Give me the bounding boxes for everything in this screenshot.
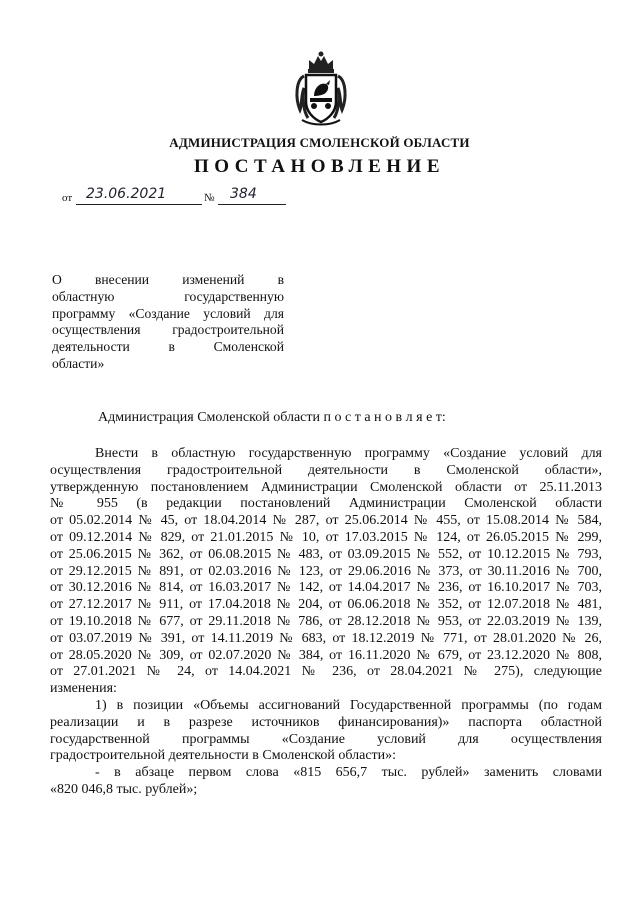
body-line: от 30.12.2016 № 814, от 16.03.2017 № 142, от 14.04.2017 № 236, от 16.10.2017 № 703, xyxy=(50,580,602,596)
body-line: от 29.12.2015 № 891, от 02.03.2016 № 123, от 29.06.2016 № 373, от 30.11.2016 № 700, xyxy=(50,563,602,579)
body-line: от 09.12.2014 № 829, от 21.01.2015 № 10, от 17.03.2015 № 124, от 26.05.2015 № 299, xyxy=(50,529,602,545)
body-line: осуществления градостроительной деятельности в Смоленской области», xyxy=(50,462,602,478)
organization-title: АДМИНИСТРАЦИЯ СМОЛЕНСКОЙ ОБЛАСТИ xyxy=(169,135,470,150)
body-line: реализации и в разрезе источников финансирования)» паспорта областной xyxy=(50,714,602,730)
subject-line: программу «Создание условий для xyxy=(52,305,284,321)
coat-of-arms-emblem xyxy=(292,50,350,128)
handwritten-number: 384 xyxy=(230,186,257,202)
number-label: № xyxy=(204,192,215,204)
document-body xyxy=(50,446,602,799)
document-type-title: ПОСТАНОВЛЕНИЕ xyxy=(193,156,446,177)
body-line: изменения: xyxy=(50,681,117,697)
body-line: от 25.06.2015 № 362, от 06.08.2015 № 483, от 03.09.2015 № 552, от 10.12.2015 № 793, xyxy=(50,546,602,562)
body-line: от 05.02.2014 № 45, от 18.04.2014 № 287, от 25.06.2014 № 455, от 15.08.2014 № 584, xyxy=(50,513,602,529)
document-subject xyxy=(52,272,284,373)
body-line: утвержденную постановлением Администрации Смоленской области от 25.11.2013 xyxy=(50,479,602,495)
body-line: Внести в областную государственную программу «Создание условий для xyxy=(95,446,602,461)
body-line: от 03.07.2019 № 391, от 14.11.2019 № 683, от 18.12.2019 № 771, от 28.01.2020 № 26, xyxy=(50,630,602,646)
body-line: 1) в позиции «Объемы ассигнований Государственной программы (по годам xyxy=(95,697,602,713)
body-line: градостроительной деятельности в Смоленской области»: xyxy=(50,748,397,764)
body-line: от 27.01.2021 № 24, от 14.04.2021 № 236, от 28.04.2021 № 275), следующие xyxy=(50,664,602,680)
subject-line: осуществления градостроительной xyxy=(52,322,284,338)
subject-line: области» xyxy=(52,355,105,371)
body-line: государственной программы «Создание условий для осуществления xyxy=(50,731,602,747)
subject-line: областную государственную xyxy=(52,288,284,304)
number-underline xyxy=(218,204,286,205)
date-from-label: от xyxy=(62,192,73,204)
body-line: «820 046,8 тыс. рублей»; xyxy=(50,781,198,797)
body-line: № 955 (в редакции постановлений Администрации Смоленской области xyxy=(50,496,602,512)
body-line: от 28.05.2020 № 309, от 02.07.2020 № 384, от 16.11.2020 № 679, от 23.12.2020 № 808, xyxy=(50,647,602,663)
date-underline xyxy=(76,204,202,205)
body-line: от 19.10.2018 № 677, от 29.11.2018 № 786, от 28.12.2018 № 953, от 22.03.2019 № 139, xyxy=(50,613,602,629)
body-line: - в абзаце первом слова «815 656,7 тыс. рублей» заменить словами xyxy=(95,765,602,781)
subject-line: деятельности в Смоленской xyxy=(52,339,284,355)
handwritten-date: 23.06.2021 xyxy=(86,186,167,202)
body-line: от 27.12.2017 № 911, от 17.04.2018 № 204, от 06.06.2018 № 352, от 12.07.2018 № 481, xyxy=(50,597,602,613)
decree-statement: Администрация Смоленской области п о с т а н о в л я е т: xyxy=(98,410,446,425)
subject-line: О внесении изменений в xyxy=(52,272,284,287)
